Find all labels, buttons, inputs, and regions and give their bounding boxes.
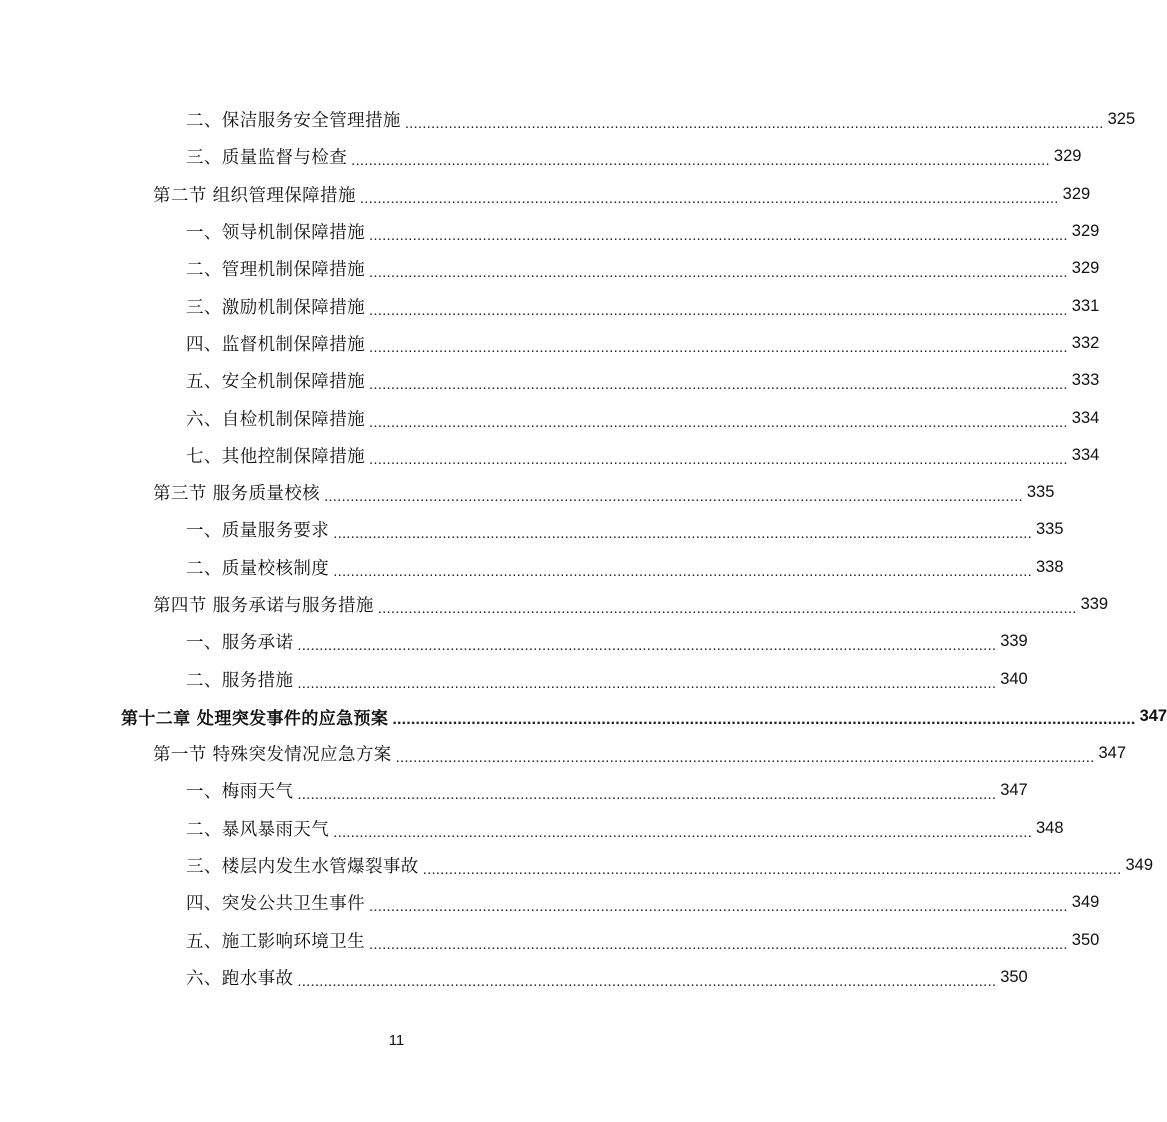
toc-entry[interactable] [0,660,1028,697]
toc-entry-page: 335 [1036,520,1064,539]
toc-entry[interactable] [0,325,1100,362]
toc-entry[interactable] [0,772,1028,809]
toc-entry-page: 339 [1080,595,1109,613]
toc-entry-title: 六、跑水事故 [186,968,294,989]
toc-entry-title: 一、梅雨天气 [186,782,294,803]
toc-entry-page: 349 [1071,893,1100,912]
toc-entry-title: 一、服务承诺 [186,633,294,654]
toc-entry[interactable] [0,399,1100,436]
toc-dot-leader: ................................................................................................................................................................ [333,562,1032,580]
toc-entry-title: 二、服务措施 [186,670,294,691]
toc-dot-leader: ................................................................................................................................................................ [404,115,1104,133]
toc-entry-title: 二、管理机制保障措施 [186,260,365,281]
toc-entry-page: 348 [1036,818,1064,837]
toc-dot-leader: ................................................................................................................................................................ [369,450,1068,468]
toc-entry[interactable] [0,474,1055,511]
toc-entry-page: 350 [1071,930,1100,949]
toc-dot-leader: ................................................................................................................................................................ [297,786,997,804]
toc-entry[interactable] [0,213,1100,250]
toc-entry-title: 一、领导机制保障措施 [186,223,365,244]
toc-entry[interactable] [0,735,1126,772]
toc-dot-leader: ................................................................................................................................................................ [369,264,1068,282]
toc-entry-page: 329 [1053,147,1082,166]
toc-dot-leader: ................................................................................................................................................................ [297,637,997,655]
toc-dot-leader: ................................................................................................................................................................ [422,861,1122,879]
toc-entry-page: 329 [1071,222,1100,241]
toc-entry-page: 333 [1071,371,1100,390]
toc-entry[interactable] [0,362,1100,399]
toc-chapter-title: 第十二章 处理突发事件的应急预案 [121,708,389,729]
toc-dot-leader: ................................................................................................................................................................ [369,227,1068,245]
toc-entry-title: 四、突发公共卫生事件 [186,894,365,915]
toc-dot-leader: ................................................................................................................................................................ [369,898,1068,916]
toc-entry-page: 335 [1026,483,1055,502]
toc-entry[interactable] [0,138,1082,175]
toc-entry-title: 二、暴风暴雨天气 [186,819,330,840]
toc-entry-title: 五、安全机制保障措施 [186,372,365,393]
toc-entry-page: 334 [1071,445,1100,464]
toc-entry[interactable] [0,959,1028,996]
toc-entry-page: 347 [1139,706,1167,725]
toc-entry[interactable] [0,176,1091,213]
toc-entry-page: 334 [1071,408,1100,427]
toc-dot-leader: ................................................................................................................................................................ [351,152,1050,170]
toc-entry-page: 332 [1071,333,1100,352]
toc-entry-title: 第三节 服务质量校核 [153,484,321,505]
toc-dot-leader: ................................................................................................................................................................ [297,972,997,990]
toc-entry-title: 二、质量校核制度 [186,558,330,579]
toc-dot-leader: ................................................................................................................................................................ [369,376,1068,394]
toc-entry[interactable] [0,922,1100,959]
table-of-contents [0,101,1167,996]
toc-dot-leader: ................................................................................................................................................................ [324,488,1023,506]
toc-entry[interactable] [0,586,1109,623]
toc-entry-title: 一、质量服务要求 [186,521,330,542]
toc-dot-leader: ................................................................................................................................................................ [377,600,1077,617]
toc-dot-leader: ................................................................................................................................................................ [359,189,1059,207]
toc-entry-title: 第一节 特殊突发情况应急方案 [153,745,392,766]
toc-dot-leader: ................................................................................................................................................................ [369,301,1068,319]
toc-dot-leader: ................................................................................................................................................................ [297,674,997,692]
toc-entry-page: 339 [1000,632,1028,651]
toc-entry[interactable] [0,847,1154,884]
toc-dot-leader: ................................................................................................................................................................ [369,338,1068,356]
toc-entry[interactable] [0,250,1100,287]
toc-entry-page: 329 [1071,259,1100,278]
toc-entry-title: 三、楼层内发生水管爆裂事故 [186,857,419,878]
toc-entry-title: 第二节 组织管理保障措施 [153,185,356,206]
toc-entry-title: 二、保洁服务安全管理措施 [186,111,401,132]
toc-entry-page: 347 [1000,781,1028,800]
toc-entry-title: 四、监督机制保障措施 [186,334,365,355]
toc-entry[interactable] [0,810,1064,847]
toc-entry-page: 349 [1125,856,1154,875]
toc-dot-leader: ................................................................................................................................................................ [333,823,1032,841]
toc-entry[interactable] [0,884,1100,921]
toc-entry-title: 七、其他控制保障措施 [186,446,365,467]
toc-entry-page: 338 [1036,557,1064,576]
toc-entry[interactable] [0,287,1100,324]
toc-entry-title: 三、质量监督与检查 [186,148,348,169]
toc-dot-leader: ................................................................................................................................................................ [333,525,1032,543]
toc-dot-leader: ................................................................................................................................................................ [392,711,1136,729]
toc-entry[interactable] [0,437,1100,474]
toc-dot-leader: ................................................................................................................................................................ [369,413,1068,431]
toc-entry[interactable] [0,511,1064,548]
toc-dot-leader: ................................................................................................................................................................ [395,749,1095,767]
toc-entry-title: 第四节 服务承诺与服务措施 [153,596,374,616]
toc-entry-page: 325 [1107,110,1136,129]
toc-entry-page: 340 [1000,669,1028,688]
toc-entry[interactable] [0,101,1136,138]
toc-chapter-entry[interactable] [0,698,1167,735]
toc-entry-title: 五、施工影响环境卫生 [186,931,365,952]
toc-entry-page: 329 [1062,184,1091,203]
toc-entry[interactable] [0,623,1028,660]
toc-entry[interactable] [0,549,1064,586]
toc-entry-page: 350 [1000,967,1028,986]
toc-entry-page: 331 [1071,296,1100,315]
toc-dot-leader: ................................................................................................................................................................ [369,935,1068,953]
toc-entry-title: 六、自检机制保障措施 [186,409,365,430]
page-number: 11 [388,1032,405,1049]
toc-entry-page: 347 [1098,744,1126,763]
toc-entry-title: 三、激励机制保障措施 [186,297,365,318]
